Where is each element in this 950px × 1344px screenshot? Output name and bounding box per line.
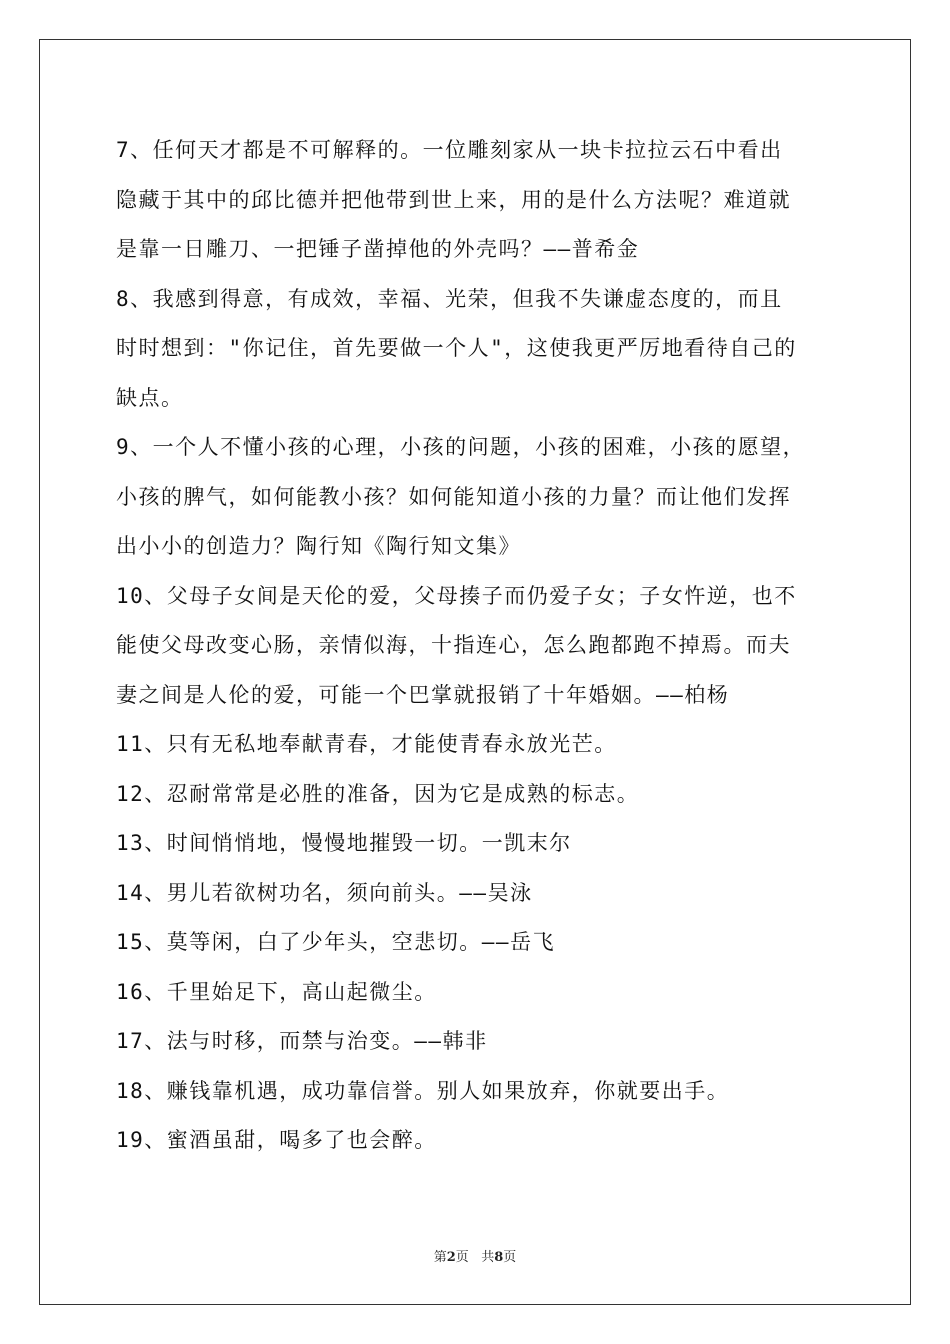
quote-paragraph-10 [116, 572, 846, 721]
text-line: 7、任何天才都是不可解释的。一位雕刻家从一块卡拉拉云石中看出 [116, 138, 783, 162]
page-suffix: 页 [455, 1250, 469, 1265]
text-line: 9、一个人不懂小孩的心理，小孩的问题，小孩的困难，小孩的愿望， [116, 435, 806, 459]
text-line: 小孩的脾气，如何能教小孩？如何能知道小孩的力量？而让他们发挥 [116, 484, 791, 509]
quote-paragraph-16 [116, 968, 846, 1018]
total-prefix: 共 [481, 1250, 495, 1265]
text-line: 13、时间悄悄地，慢慢地摧毁一切。一凯末尔 [116, 831, 572, 855]
page-current: 2 [446, 1250, 456, 1265]
text-line: 11、只有无私地奉献青春，才能使青春永放光芒。 [116, 732, 617, 756]
text-line: 时时想到："你记住，首先要做一个人"，这使我更严厉地看待自己的 [116, 336, 797, 360]
text-line: 8、我感到得意，有成效，幸福、光荣，但我不失谦虚态度的，而且 [116, 286, 783, 311]
quote-paragraph-11 [116, 720, 846, 770]
text-line: 19、蜜酒虽甜，喝多了也会醉。 [116, 1128, 437, 1152]
document-body [116, 126, 846, 1166]
quote-paragraph-7 [116, 126, 846, 275]
page-prefix: 第 [433, 1250, 447, 1265]
text-line: 是靠一日雕刀、一把锤子凿掉他的外壳吗？——普希金 [116, 237, 640, 261]
quote-paragraph-8 [116, 275, 846, 424]
text-line: 12、忍耐常常是必胜的准备，因为它是成熟的标志。 [116, 781, 640, 806]
quote-paragraph-13 [116, 819, 846, 869]
text-line: 17、法与时移，而禁与治变。——韩非 [116, 1029, 488, 1053]
text-line: 妻之间是人伦的爱，可能一个巴掌就报销了十年婚姻。——柏杨 [116, 682, 730, 707]
total-suffix: 页 [503, 1250, 517, 1265]
page-total: 8 [494, 1250, 504, 1265]
text-line: 能使父母改变心肠，亲情似海，十指连心，怎么跑都跑不掉焉。而夫 [116, 633, 791, 657]
quote-paragraph-12 [116, 770, 846, 820]
text-line: 出小小的创造力？陶行知《陶行知文集》 [116, 534, 521, 558]
text-line: 10、父母子女间是天伦的爱，父母揍子而仍爱子女；子女忤逆，也不 [116, 583, 797, 608]
quote-paragraph-15 [116, 918, 846, 968]
text-line: 14、男儿若欲树功名，须向前头。——吴泳 [116, 880, 533, 905]
text-line: 15、莫等闲，白了少年头，空悲切。——岳飞 [116, 930, 556, 954]
quote-paragraph-17 [116, 1017, 846, 1067]
text-line: 16、千里始足下，高山起微尘。 [116, 979, 437, 1004]
page-footer [0, 1246, 950, 1265]
text-line: 隐藏于其中的邱比德并把他带到世上来，用的是什么方法呢？难道就 [116, 187, 791, 212]
quote-paragraph-9 [116, 423, 846, 572]
text-line: 18、赚钱靠机遇，成功靠信誉。别人如果放弃，你就要出手。 [116, 1078, 730, 1103]
text-line: 缺点。 [116, 385, 184, 410]
quote-paragraph-18 [116, 1067, 846, 1117]
quote-paragraph-19 [116, 1116, 846, 1166]
quote-paragraph-14 [116, 869, 846, 919]
